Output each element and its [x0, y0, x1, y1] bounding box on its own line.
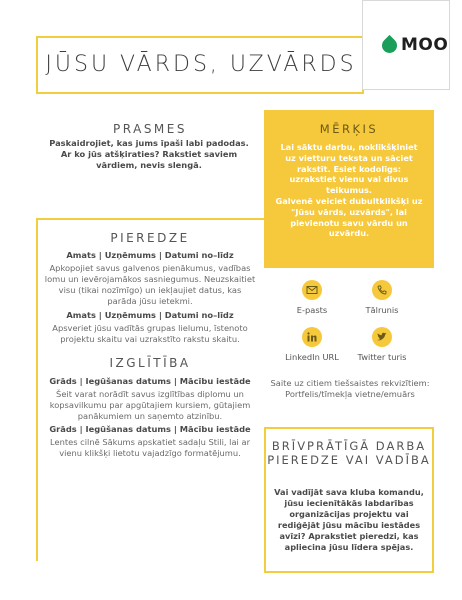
name-header-box [36, 36, 364, 94]
goal-panel [264, 110, 434, 268]
education-item-2-heading[interactable]: Grāds | Iegūšanas datums | Mācību iestāde [49, 424, 251, 434]
phone-icon [372, 280, 392, 300]
experience-item-1-heading[interactable]: Amats | Uzņēmums | Datumi no–līdz [66, 250, 234, 260]
twitter-icon [372, 327, 392, 347]
skills-title[interactable]: PRASMES [113, 122, 187, 136]
linkedin-label[interactable]: LinkedIn URL [285, 352, 339, 362]
moo-logo [362, 0, 450, 90]
volunteer-title[interactable]: BRĪVPRĀTĪGĀ DARBA PIEREDZE VAI VADĪBA [267, 439, 431, 467]
experience-item-2-heading[interactable]: Amats | Uzņēmums | Datumi no–līdz [66, 310, 234, 320]
experience-title[interactable]: PIEREDZE [110, 231, 190, 245]
education-title[interactable]: IZGLĪTĪBA [109, 356, 191, 370]
email-icon [302, 280, 322, 300]
moo-drop-icon [379, 35, 400, 56]
goal-text[interactable]: Lai sāktu darbu, noklikšķiniet uz vietturu teksta un sāciet rakstīt. Esiet kodolīgs: uzrakstiet vienu vai divus teikumus. Galvenē veiciet dubultklikšķi uz "Jūsu vārds, uzvārds", lai pievienotu savu vārdu un uzvārdu. [275, 142, 423, 239]
experience-item-2-text[interactable]: Apsveriet jūsu vadītās grupas lielumu, īstenoto projektu skaitu vai uzrakstīto rakstu skaitu. [52, 323, 248, 344]
experience-item-1-text[interactable]: Apkopojiet savus galvenos pienākumus, vadības lomu un ievērojamākos sasniegumus. Neuzskaitiet visu (tikai nozīmīgo) un iekļaujiet datus, kas parāda jūsu ietekmi. [44, 263, 256, 306]
volunteer-box [264, 427, 434, 573]
contact-note[interactable]: Saite uz citiem tiešsaistes rekvizītiem: Portfelis/tīmekļa vietne/emuārs [270, 378, 430, 399]
education-item-1-text[interactable]: Šeit varat norādīt savus izglītības diplomu un kopsavilkumu par apgūtajiem kursiem, gūtajiem panākumiem un saņemto atzinību. [49, 389, 251, 421]
skills-text[interactable]: Paskaidrojiet, kas jums īpaši labi padodas. Ar ko jūs atšķiraties? Rakstiet saviem vārdiem, nevis slengā. [49, 138, 249, 170]
linkedin-icon [302, 327, 322, 347]
twitter-label[interactable]: Twitter turis [357, 352, 407, 362]
resume-name[interactable]: JŪSU VĀRDS, UZVĀRDS [45, 52, 357, 77]
education-item-2-text[interactable]: Lentes cilnē Sākums apskatiet sadaļu Stili, lai ar vienu klikšķi lietotu vajadzīgo formatējumu. [50, 437, 250, 458]
volunteer-text[interactable]: Vai vadījāt sava kluba komandu, jūsu iecienītākās labdarības organizācijas projektu vai rediģējāt jūsu mācību iestādes avīzi? Aprakstiet pieredzi, kas apliecina jūsu līdera spējas. [274, 487, 424, 552]
moo-logo-text: MOO [401, 35, 449, 55]
phone-label[interactable]: Tālrunis [365, 305, 399, 315]
education-item-1-heading[interactable]: Grāds | Iegūšanas datums | Mācību iestāde [49, 376, 251, 386]
goal-title[interactable]: MĒRĶIS [319, 122, 379, 136]
email-label[interactable]: E-pasts [296, 305, 328, 315]
